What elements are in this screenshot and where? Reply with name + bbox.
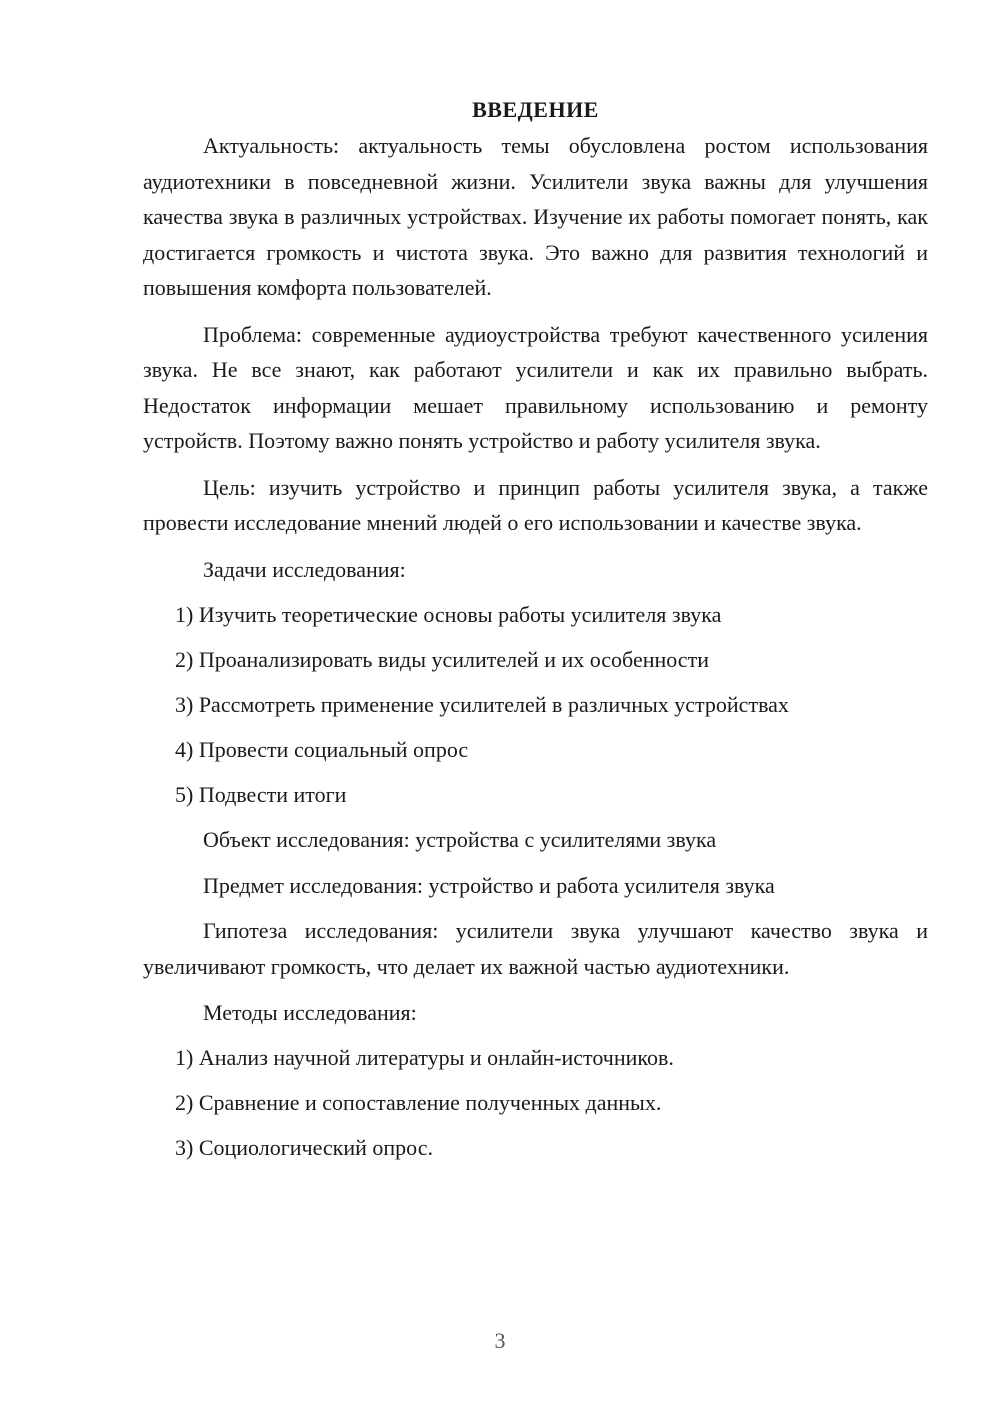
relevance-paragraph: Актуальность: актуальность темы обусловлена ростом использования аудиотехники в повседневной жизни. Усилители звука важны для улучшения качества звука в различных устройствах. Изучение их работы помогает понять, как достигается громкость и чистота звука. Это важно для развития технологий и повышения комфорта пользователей. [143, 133, 928, 300]
document-page [143, 92, 928, 1166]
problem-paragraph: Проблема: современные аудиоустройства требуют качественного усиления звука. Не все знают, как работают усилители и как их правильно выбрать. Недостаток информации мешает правильному использованию и ремонту устройств. Поэтому важно понять устройство и работу усилителя звука. [143, 321, 928, 453]
methods-heading: Методы исследования: [203, 1000, 417, 1025]
task-item: 3) Рассмотреть применение усилителей в различных устройствах [175, 691, 789, 717]
method-item: 2) Сравнение и сопоставление полученных данных. [175, 1090, 662, 1115]
task-item: 4) Провести социальный опрос [175, 736, 469, 762]
tasks-heading: Задачи исследования: [203, 556, 406, 582]
task-item: 1) Изучить теоретические основы работы усилителя звука [175, 601, 722, 627]
page-number: 3 [494, 1328, 506, 1353]
task-item: 2) Проанализировать виды усилителей и их особенности [175, 646, 709, 672]
task-item: 5) Подвести итоги [175, 781, 347, 807]
research-subject: Предмет исследования: устройство и работа усилителя звука [203, 872, 775, 898]
hypothesis-paragraph: Гипотеза исследования: усилители звука улучшают качество звука и увеличивают громкость, что делает их важной частью аудиотехники. [143, 918, 928, 979]
page-title: ВВЕДЕНИЕ [472, 97, 599, 122]
method-item: 3) Социологический опрос. [175, 1135, 433, 1160]
goal-paragraph: Цель: изучить устройство и принцип работы усилителя звука, а также провести исследование мнений людей о его использовании и качестве звука. [143, 474, 928, 535]
method-item: 1) Анализ научной литературы и онлайн-источников. [175, 1045, 674, 1070]
research-object: Объект исследования: устройства с усилителями звука [203, 827, 717, 852]
